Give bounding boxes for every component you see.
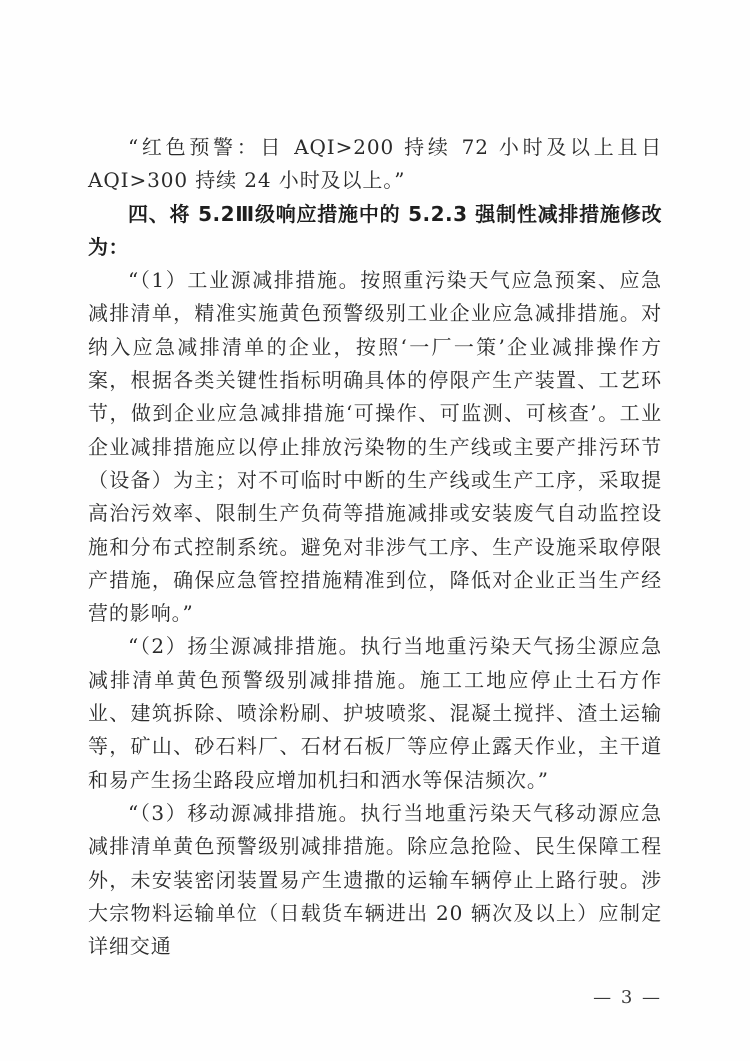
page-number: — 3 — bbox=[593, 987, 662, 1008]
body-text bbox=[88, 131, 662, 963]
paragraph-dust-source: “（2）扬尘源减排措施。执行当地重污染天气扬尘源应急减排清单黄色预警级别减排措施。施工工地应停止土石方作业、建筑拆除、喷涂粉刷、护坡喷浆、混凝土搅拌、渣土运输等，矿山、砂石料厂、石材石板厂等应停止露天作业，主干道和易产生扬尘路段应增加机扫和洒水等保洁频次。” bbox=[88, 634, 662, 792]
paragraph-industrial-source: “（1）工业源减排措施。按照重污染天气应急预案、应急减排清单，精准实施黄色预警级别工业企业应急减排措施。对纳入应急减排清单的企业，按照‘一厂一策’企业减排操作方案，根据各类关键性指标明确具体的停限产生产装置、工艺环节，做到企业应急减排措施‘可操作、可监测、可核查’。工业企业减排措施应以停止排放污染物的生产线或主要产排污环节（设备）为主；对不可临时中断的生产线或生产工序，采取提高治污效率、限制生产负荷等措施减排或安装废气自动监控设施和分布式控制系统。避免对非涉气工序、生产设施采取停限产措施，确保应急管控措施精准到位，降低对企业正当生产经营的影响。” bbox=[88, 268, 662, 626]
section-heading-four: 四、将 5.2Ⅲ级响应措施中的 5.2.3 强制性减排措施修改为： bbox=[88, 201, 662, 259]
paragraph-red-warning: “红色预警：日 AQI>200 持续 72 小时及以上且日 AQI>300 持续 24 小时及以上。” bbox=[88, 135, 662, 193]
paragraph-mobile-source: “（3）移动源减排措施。执行当地重污染天气移动源应急减排清单黄色预警级别减排措施。除应急抢险、民生保障工程外，未安装密闭装置易产生遗撒的运输车辆停止上路行驶。涉大宗物料运输单位（日载货车辆进出 20 辆次及以上）应制定详细交通 bbox=[88, 800, 662, 959]
